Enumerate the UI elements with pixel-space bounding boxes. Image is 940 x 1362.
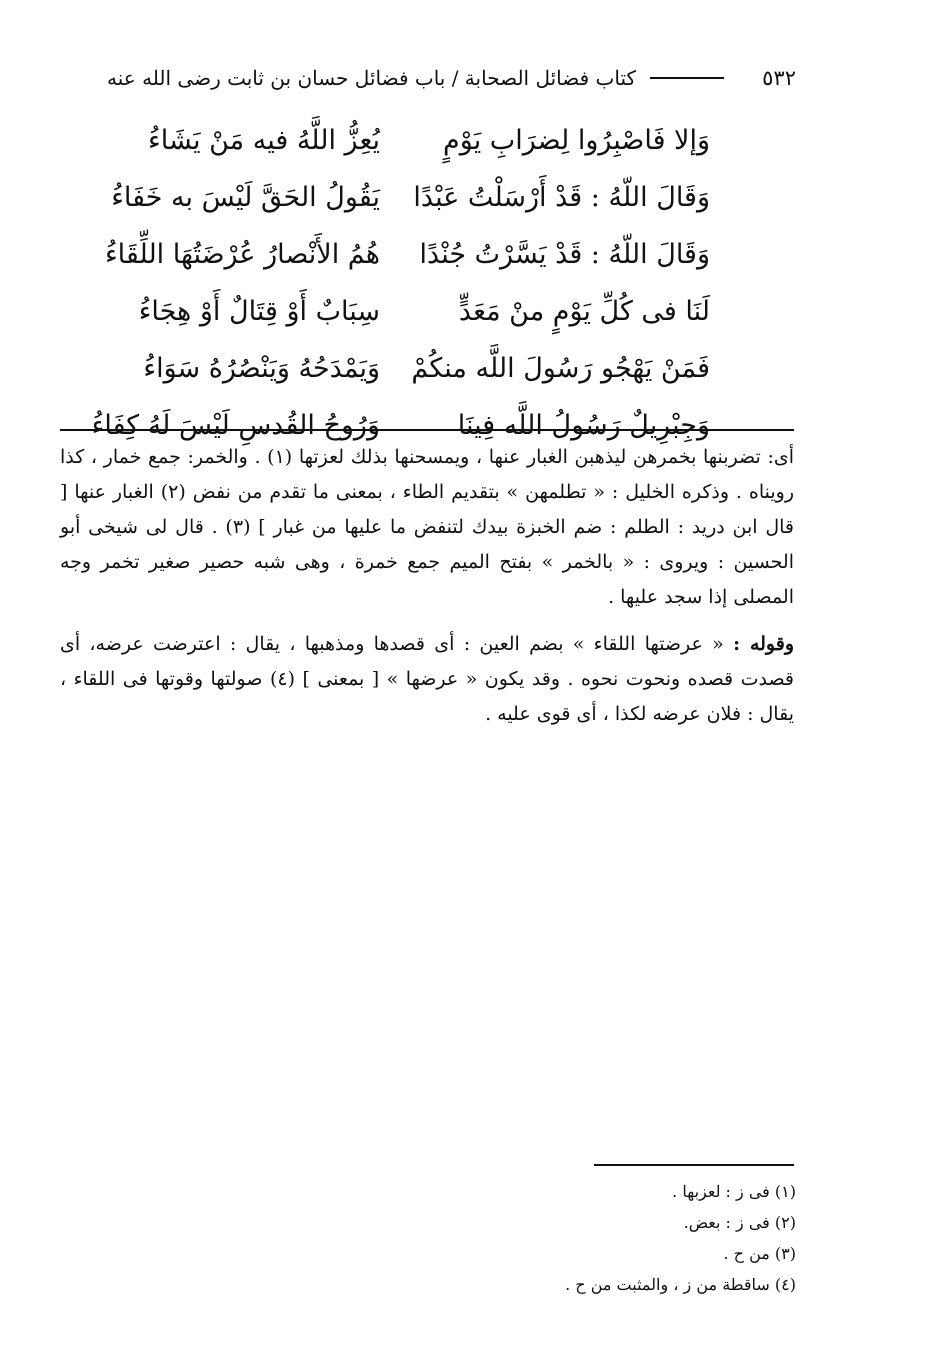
footnote: (٤) ساقطة من ز ، والمثبت من ح . (565, 1275, 796, 1294)
verse-first-hemistich: وَإلا فَاصْبِرُوا لِضرَابِ يَوْمٍ (443, 125, 710, 156)
header-dash (650, 77, 724, 79)
verse-line (120, 340, 710, 397)
commentary (60, 440, 794, 744)
verse-first-hemistich: وَقَالَ اللّهُ : قَدْ أَرْسَلْتُ عَبْدًا (413, 182, 710, 213)
commentary-text: « عرضتها اللقاء » بضم العين : أى قصدها ومذهبها ، يقال : اعترضت عرضه، أى قصدت قصده ونحوت نحوه . وقد يكون « عرضها » [ بمعنى ] (٤) صولتها وقوتها فى اللقاء ، يقال : فلان عرضه لكذا ، أى قوى عليه . (60, 633, 794, 725)
commentary-paragraph (60, 627, 794, 732)
verse-first-hemistich: وَقَالَ اللّهُ : قَدْ يَسَّرْتُ جُنْدًا (419, 239, 710, 270)
verse-second-hemistich: يَقُولُ الحَقَّ لَيْسَ به خَفَاءُ (111, 182, 380, 213)
verse-second-hemistich: وَرُوحُ القُدسِ لَيْسَ لَهُ كِفَاءُ (91, 410, 380, 441)
verse-second-hemistich: هُمُ الأَنْصارُ عُرْضَتُهَا اللِّقَاءُ (104, 239, 380, 270)
verse-line (120, 112, 710, 169)
footnote: (١) فى ز : لعزبها . (672, 1182, 796, 1201)
header-title: كتاب فضائل الصحابة / باب فضائل حسان بن ثابت رضى الله عنه (107, 66, 636, 90)
footnotes (300, 1176, 796, 1300)
verse-first-hemistich: فَمَنْ يَهْجُو رَسُولَ اللَّه منكُمْ (411, 353, 710, 384)
verse-second-hemistich: وَيَمْدَحُهُ وَيَنْصُرُهُ سَوَاءُ (143, 353, 380, 384)
running-header (50, 58, 796, 98)
footnote-divider (594, 1164, 794, 1166)
verse-second-hemistich: يُعِزُّ اللَّهُ فيه مَنْ يَشَاءُ (148, 125, 380, 156)
verse-line (120, 283, 710, 340)
verse-first-hemistich: وَجِبْرِيلٌ رَسُولُ اللَّه فِينَا (457, 410, 710, 441)
verse-second-hemistich: سِبَابٌ أَوْ قِتَالٌ أَوْ هِجَاءُ (138, 296, 380, 327)
page-number: ٥٣٢ (762, 66, 796, 90)
commentary-lead: وقوله : (733, 633, 794, 655)
verse-first-hemistich: لَنَا فى كُلِّ يَوْمٍ منْ مَعَدٍّ (458, 296, 710, 327)
verse-line (104, 226, 710, 283)
footnote: (٢) فى ز : بعض. (683, 1213, 796, 1232)
poem-verses (91, 112, 710, 454)
commentary-paragraph: أى: تضربنها بخمرهن ليذهبن الغبار عنها ، ويمسحنها بذلك لعزتها (١) . والخمر: جمع خمار ، كذا رويناه . وذكره الخليل : « تطلمهن » بتقديم الطاء ، بمعنى ما تقدم من نفض (٢) الغبار عنها [ قال ابن دريد : الطلم : ضم الخبزة بيدك لتنفض ما عليها من غبار ] (٣) . قال لى شيخى أبو الحسين : ويروى : « بالخمر » بفتح الميم جمع خمرة ، وهى شبه حصير صغير تخمر وجه المصلى إذا سجد عليها . (60, 446, 794, 608)
verse-line (111, 169, 710, 226)
footnote: (٣) من ح . (723, 1244, 796, 1263)
commentary-divider (60, 429, 794, 431)
